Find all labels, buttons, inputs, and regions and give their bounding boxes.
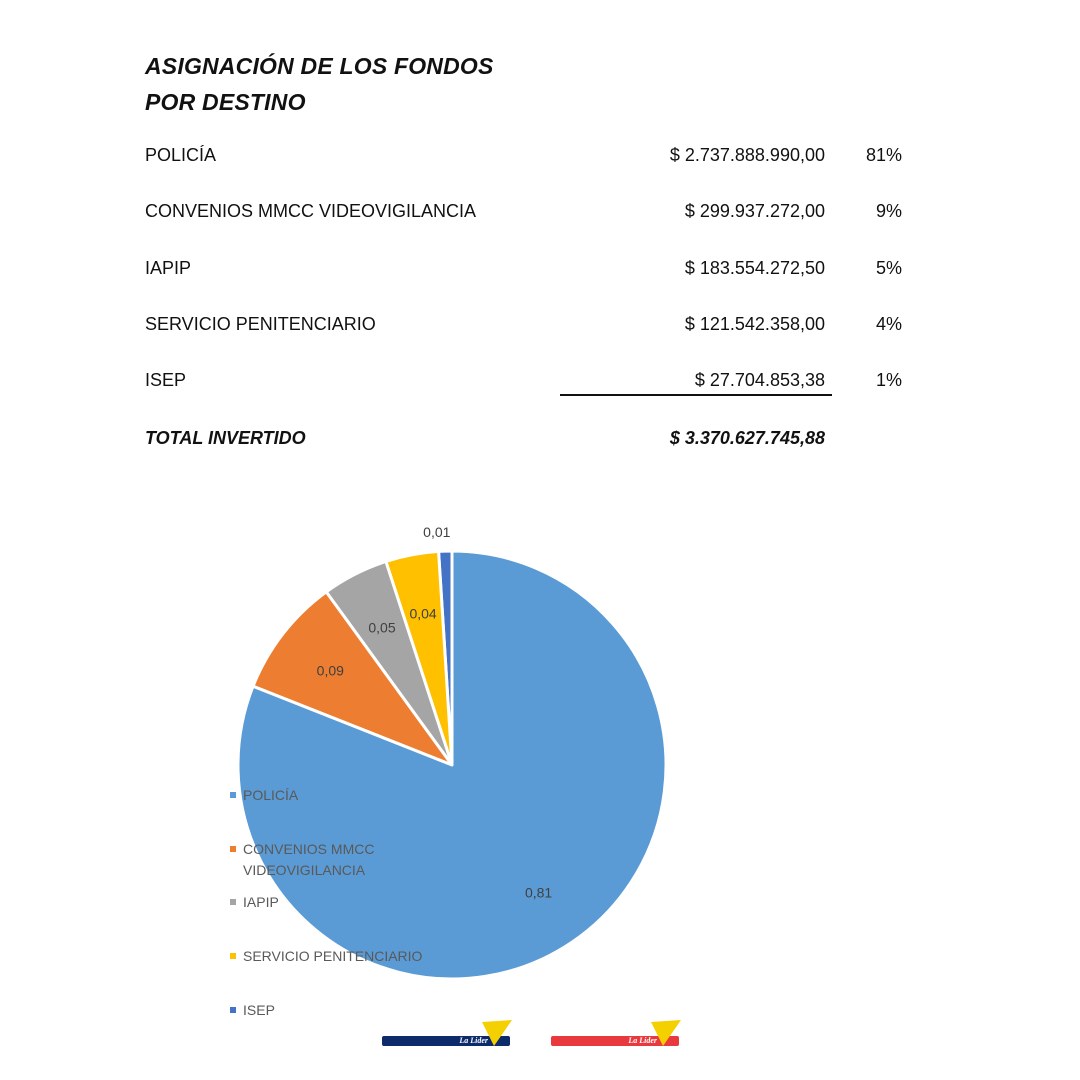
data-label: 0,09	[316, 662, 344, 679]
legend-label-line-2: VIDEOVIGILANCIA	[243, 862, 366, 878]
la-lider-logo	[382, 1018, 514, 1050]
logo-text: La Lider	[459, 1036, 488, 1045]
logo-check-icon	[480, 1018, 514, 1050]
total-label: TOTAL INVERTIDO	[145, 428, 306, 448]
logo-check-icon	[649, 1018, 683, 1050]
legend-label: POLICÍA	[243, 787, 299, 803]
legend-swatch	[230, 792, 236, 798]
legend-label: CONVENIOS MMCC	[243, 841, 375, 857]
row-amount: $ 299.937.272,00	[684, 201, 825, 221]
title-line-1: ASIGNACIÓN DE LOS FONDOS	[145, 53, 494, 79]
row-percent: 9%	[875, 201, 902, 221]
row-amount: $ 27.704.853,38	[694, 370, 825, 390]
row-name: SERVICIO PENITENCIARIO	[145, 314, 376, 334]
row-percent: 1%	[875, 370, 902, 390]
row-name: CONVENIOS MMCC VIDEOVIGILANCIA	[145, 201, 477, 221]
legend-item-isep	[230, 1000, 275, 1021]
data-label: 0,04	[409, 605, 437, 622]
legend-item-servicio-penitenciario	[230, 946, 422, 967]
legend-label: ISEP	[243, 1002, 275, 1018]
legend-label: IAPIP	[243, 894, 279, 910]
la-lider-logo	[551, 1018, 683, 1050]
row-percent: 81%	[865, 145, 902, 165]
row-percent: 4%	[875, 314, 902, 334]
legend-swatch	[230, 1007, 236, 1013]
row-name: POLICÍA	[145, 145, 217, 165]
legend-swatch	[230, 953, 236, 959]
legend-swatch	[230, 846, 236, 852]
legend-item-policia	[230, 785, 298, 806]
title-line-2: POR DESTINO	[145, 89, 306, 115]
row-name: ISEP	[145, 370, 187, 390]
row-amount: $ 183.554.272,50	[684, 258, 825, 278]
legend-item-iapip	[230, 892, 279, 913]
data-label: 0,81	[524, 884, 553, 901]
data-label: 0,01	[423, 524, 451, 541]
total-amount: $ 3.370.627.745,88	[669, 428, 825, 448]
data-label: 0,05	[368, 619, 396, 636]
row-amount: $ 2.737.888.990,00	[669, 145, 825, 165]
legend-swatch	[230, 899, 236, 905]
legend-item-convenios	[230, 839, 374, 881]
row-percent: 5%	[875, 258, 902, 278]
legend-label: SERVICIO PENITENCIARIO	[243, 948, 423, 964]
row-name: IAPIP	[145, 258, 192, 278]
row-amount: $ 121.542.358,00	[684, 314, 825, 334]
logo-text: La Lider	[628, 1036, 657, 1045]
